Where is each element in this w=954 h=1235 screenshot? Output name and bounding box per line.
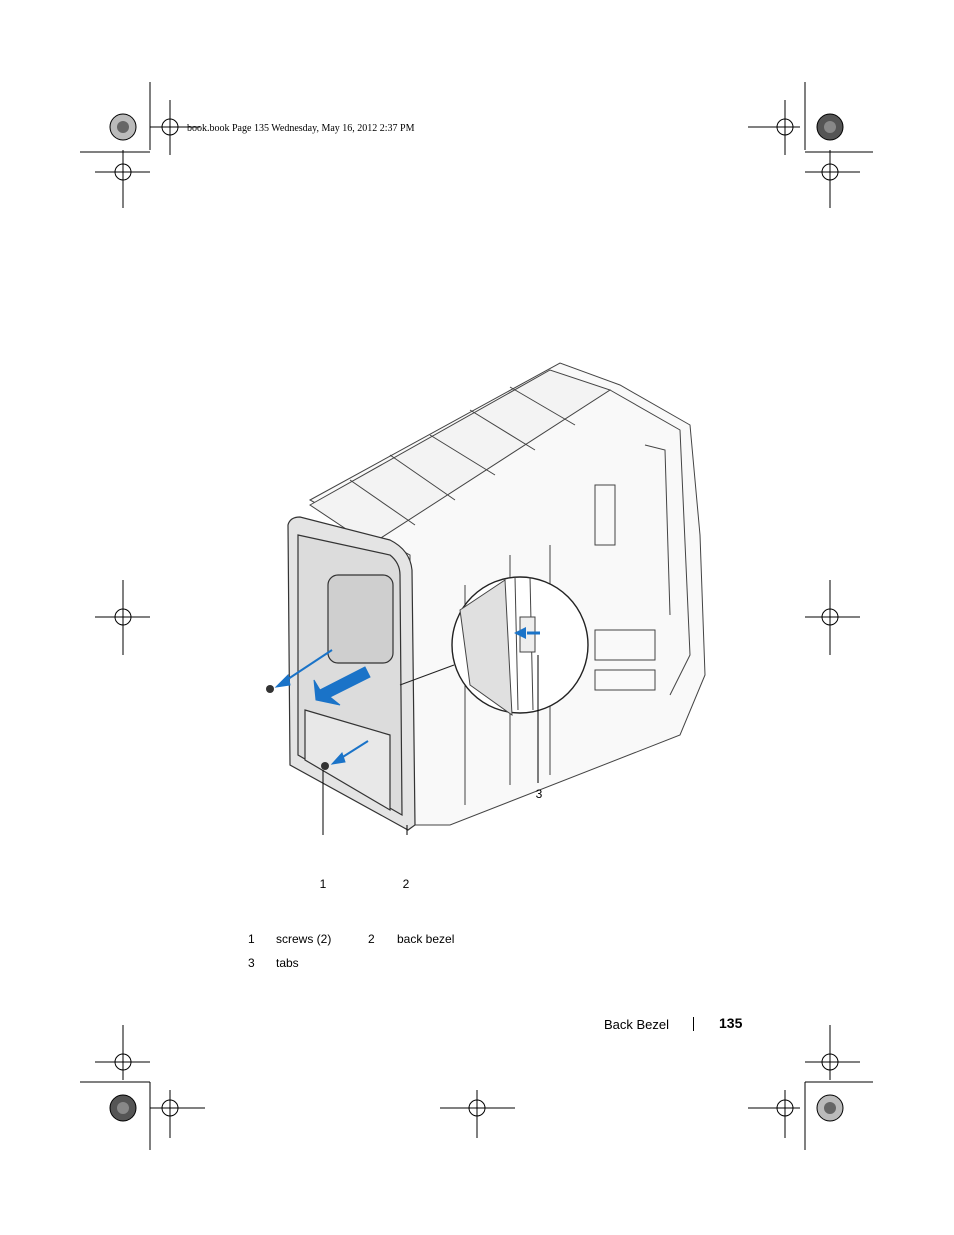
color-wheel-mark: [817, 114, 843, 140]
crosshair-mark: [95, 580, 150, 655]
section-title: Back Bezel: [604, 1017, 670, 1032]
footer-divider: [693, 1017, 694, 1031]
crosshair-mark: [805, 150, 860, 208]
crosshair-mark: [748, 100, 800, 155]
page-slug: book.book Page 135 Wednesday, May 16, 2012 2:37 PM: [187, 123, 415, 134]
color-wheel-mark: [110, 114, 136, 140]
crosshair-mark: [805, 580, 860, 655]
crosshair-mark: [150, 1090, 205, 1138]
crosshair-mark: [805, 1025, 860, 1080]
screw-icon: [321, 762, 329, 770]
back-bezel-illustration: [250, 355, 720, 835]
legend-number: 1: [248, 932, 255, 946]
page-number: 135: [719, 1015, 743, 1031]
legend-label: tabs: [276, 956, 299, 970]
legend-number: 3: [248, 956, 255, 970]
color-wheel-mark: [817, 1095, 843, 1121]
screw-icon: [266, 685, 274, 693]
crosshair-mark: [95, 150, 150, 208]
legend-label: screws (2): [276, 932, 332, 946]
crosshair-mark: [95, 1025, 150, 1080]
crosshair-mark: [748, 1090, 800, 1138]
callout-2: 2: [402, 877, 410, 891]
color-wheel-mark: [110, 1095, 136, 1121]
crosshair-mark: [440, 1090, 515, 1138]
legend-number: 2: [368, 932, 375, 946]
callout-3: 3: [535, 787, 543, 801]
legend-label: back bezel: [397, 932, 455, 946]
callout-1: 1: [319, 877, 327, 891]
